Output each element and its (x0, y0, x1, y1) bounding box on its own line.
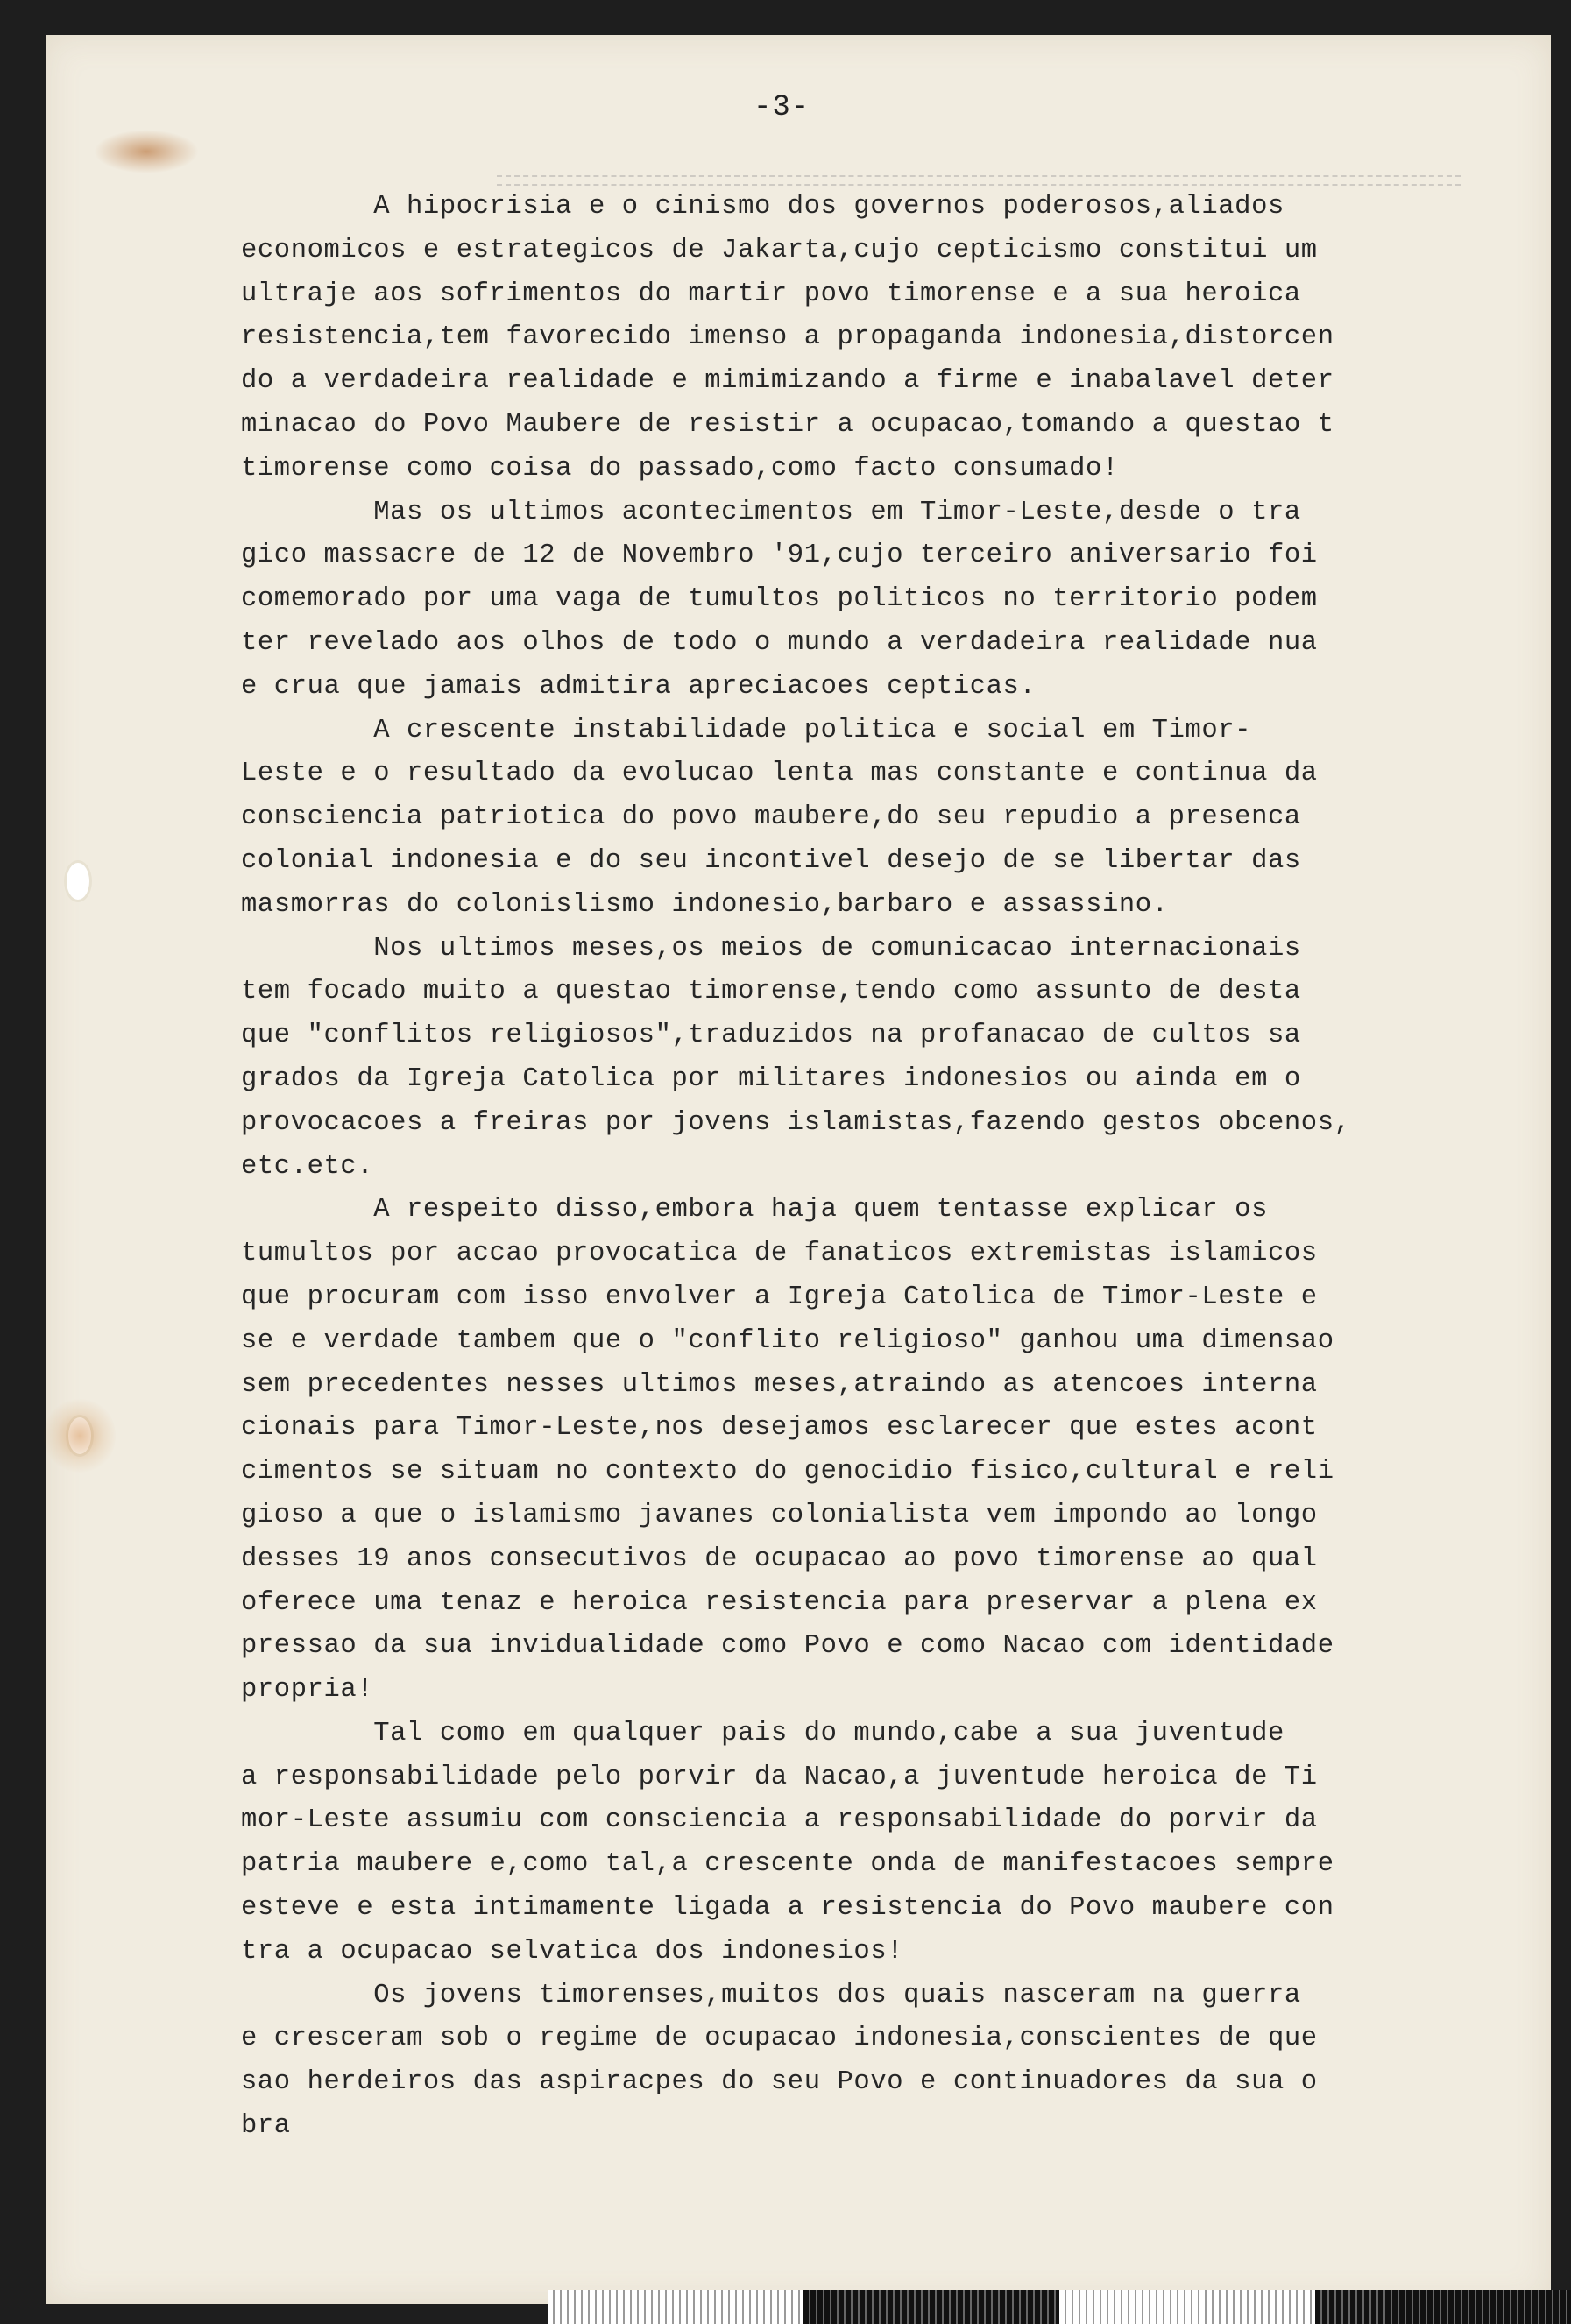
scale-segment (1059, 2290, 1315, 2324)
text-line: timorense como coisa do passado,como facto consumado! (241, 453, 1119, 484)
text-line: provocacoes a freiras por jovens islamistas,fazendo gestos obcenos, (241, 1107, 1351, 1138)
text-line: comemorado por uma vaga de tumultos politicos no territorio podem (241, 584, 1318, 615)
text-line: A crescente instabilidade politica e social em Timor- (241, 715, 1252, 745)
rust-stain (94, 130, 199, 173)
text-line: Nos ultimos meses,os meios de comunicacao internacionais (241, 933, 1301, 964)
text-line: patria maubere e,como tal,a crescente onda de manifestacoes sempre (241, 1849, 1334, 1880)
faint-divider (497, 175, 1461, 177)
page-number: -3- (754, 91, 810, 124)
text-line: consciencia patriotica do povo maubere,do seu repudio a presenca (241, 802, 1301, 833)
text-line: Tal como em qualquer pais do mundo,cabe a sua juventude (241, 1718, 1284, 1748)
punch-hole-icon (67, 863, 89, 900)
text-line: cionais para Timor-Leste,nos desejamos esclarecer que estes acont (241, 1413, 1318, 1444)
text-line: tem focado muito a questao timorense,tendo como assunto de desta (241, 977, 1301, 1007)
scanner-scale-bar (548, 2290, 1571, 2324)
text-line: oferece uma tenaz e heroica resistencia para preservar a plena ex (241, 1587, 1318, 1618)
text-line: gico massacre de 12 de Novembro '91,cujo terceiro aniversario foi (241, 540, 1318, 571)
text-line: resistencia,tem favorecido imenso a propaganda indonesia,distorcen (241, 322, 1334, 353)
text-line: bra (241, 2111, 291, 2142)
body-text (241, 186, 1468, 2149)
text-line: a responsabilidade pelo porvir da Nacao,a juventude heroica de Ti (241, 1762, 1318, 1792)
text-line: e cresceram sob o regime de ocupacao indonesia,conscientes de que (241, 2024, 1318, 2054)
text-line: masmorras do colonislismo indonesio,barbaro e assassino. (241, 889, 1169, 920)
text-line: que procuram com isso envolver a Igreja Catolica de Timor-Leste e (241, 1282, 1318, 1312)
text-line: desses 19 anos consecutivos de ocupacao ao povo timorense ao qual (241, 1543, 1318, 1574)
text-line: ultraje aos sofrimentos do martir povo timorense e a sua heroica (241, 279, 1301, 309)
text-line: Mas os ultimos acontecimentos em Timor-Leste,desde o tra (241, 497, 1301, 527)
text-line: se e verdade tambem que o "conflito religioso" ganhou uma dimensao (241, 1325, 1334, 1356)
scale-segment (1315, 2290, 1571, 2324)
text-line: etc.etc. (241, 1151, 374, 1182)
text-line: grados da Igreja Catolica por militares indonesios ou ainda em o (241, 1063, 1301, 1094)
text-line: tumultos por accao provocatica de fanaticos extremistas islamicos (241, 1239, 1318, 1269)
text-line: sem precedentes nesses ultimos meses,atraindo as atencoes interna (241, 1369, 1318, 1400)
text-line: Leste e o resultado da evolucao lenta mas constante e continua da (241, 759, 1318, 789)
text-line: ter revelado aos olhos de todo o mundo a verdadeira realidade nua (241, 627, 1318, 658)
text-line: pressao da sua invidualidade como Povo e como Nacao com identidade (241, 1631, 1334, 1662)
text-line: mor-Leste assumiu com consciencia a responsabilidade do porvir da (241, 1805, 1318, 1836)
text-line: cimentos se situam no contexto do genocidio fisico,cultural e reli (241, 1457, 1334, 1487)
text-line: esteve e esta intimamente ligada a resistencia do Povo maubere con (241, 1893, 1334, 1924)
punch-hole-icon (68, 1417, 91, 1454)
text-line: do a verdadeira realidade e mimimizando a firme e inabalavel deter (241, 366, 1334, 397)
text-line: propria! (241, 1675, 374, 1706)
scale-segment (803, 2290, 1059, 2324)
text-line: tra a ocupacao selvatica dos indonesios! (241, 1936, 904, 1967)
text-line: A respeito disso,embora haja quem tentasse explicar os (241, 1195, 1268, 1226)
text-line: colonial indonesia e do seu incontivel desejo de se libertar das (241, 845, 1301, 876)
text-line: sao herdeiros das aspiracpes do seu Povo e continuadores da sua o (241, 2067, 1318, 2098)
text-line: e crua que jamais admitira apreciacoes cepticas. (241, 671, 1037, 702)
text-line: Os jovens timorenses,muitos dos quais nasceram na guerra (241, 1980, 1301, 2010)
text-line: que "conflitos religiosos",traduzidos na profanacao de cultos sa (241, 1021, 1301, 1051)
text-line: economicos e estrategicos de Jakarta,cujo cepticismo constitui um (241, 235, 1318, 265)
text-line: gioso a que o islamismo javanes colonialista vem impondo ao longo (241, 1500, 1318, 1530)
text-line: A hipocrisia e o cinismo dos governos poderosos,aliados (241, 192, 1284, 222)
text-line: minacao do Povo Maubere de resistir a ocupacao,tomando a questao t (241, 409, 1334, 440)
scale-segment (548, 2290, 803, 2324)
